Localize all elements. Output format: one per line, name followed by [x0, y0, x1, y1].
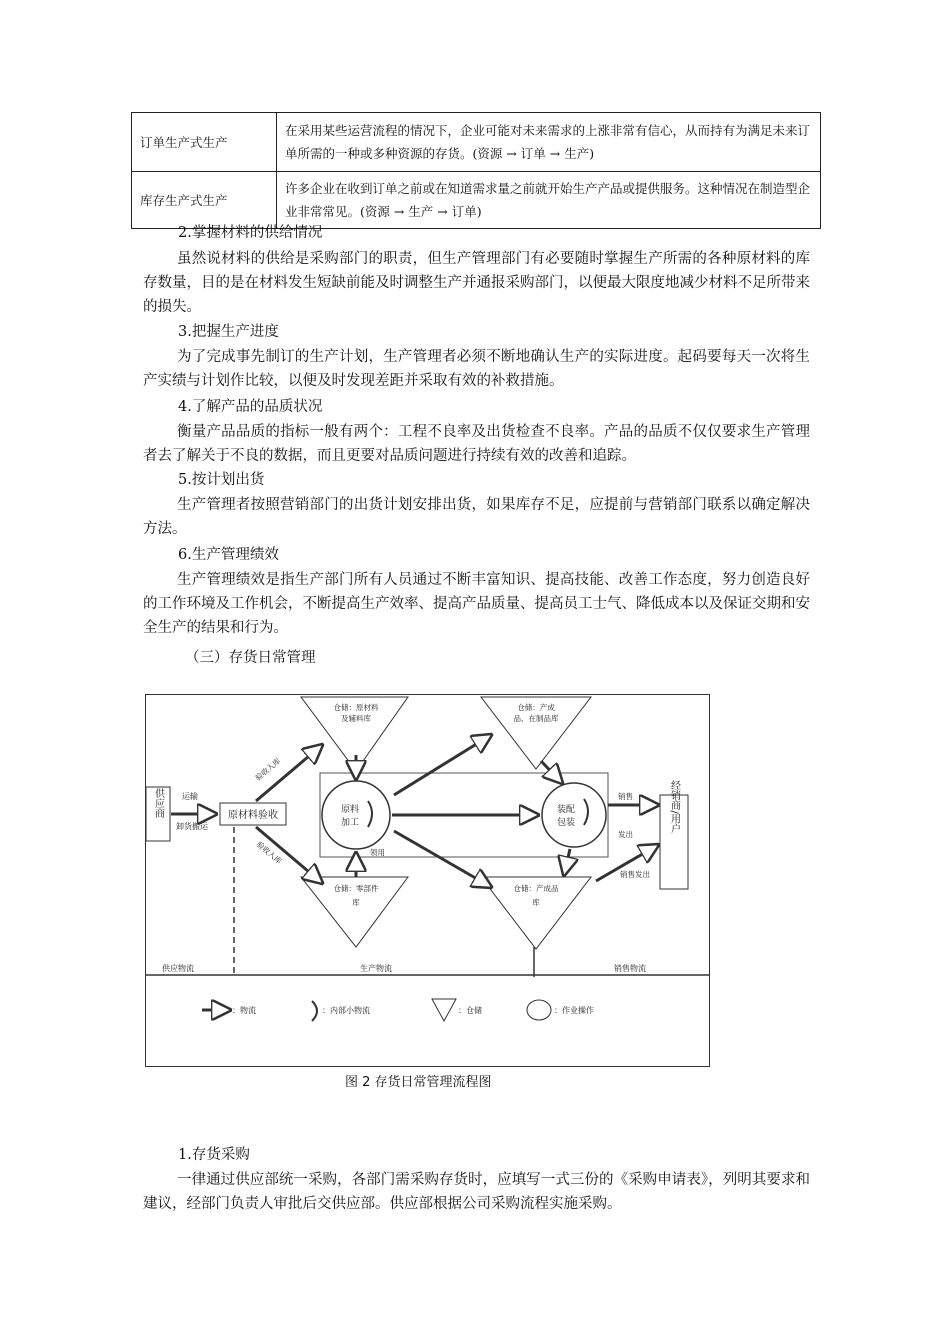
- sales-label: 销售: [618, 792, 633, 801]
- arrow-assembly-to-finished: [564, 849, 570, 875]
- process-label-1: 原料: [340, 805, 360, 815]
- section-heading: 1.存货采购: [178, 1147, 250, 1163]
- transport-label: 运输: [182, 792, 198, 801]
- warehouse-raw-label-1: 仓储：原材料: [333, 703, 379, 712]
- receiving-label: 原材料验收: [228, 810, 278, 821]
- warehouse-parts-label-1: 仓储：零部件: [333, 884, 379, 893]
- table-cell-type: 订单生产式生产: [132, 113, 277, 172]
- ship-label: 发出: [618, 830, 633, 839]
- warehouse-raw-label-2: 及辅料库: [341, 714, 371, 723]
- figure-caption: 图 2 存货日常管理流程图: [345, 1075, 492, 1090]
- assembly-label-1: 装配: [556, 805, 576, 815]
- legend-operation-icon: [527, 1000, 551, 1020]
- arrow-process-to-semi: [394, 735, 491, 795]
- section-heading: 5.按计划出货: [178, 472, 265, 488]
- issue-label: 领用: [370, 848, 385, 857]
- arrow-semi-to-assembly: [541, 761, 562, 783]
- distributor-label: 经销商/用户: [668, 780, 680, 834]
- table-row: [132, 172, 821, 229]
- table-cell-desc: 许多企业在收到订单之前或在知道需求量之前就开始生产产品或提供服务。这种情况在制造型企业非常常见。(资源 → 生产 → 订单): [277, 172, 821, 229]
- section-heading: 4.了解产品的品质状况: [178, 399, 323, 415]
- phase-supply: 供应物流: [162, 964, 194, 973]
- legend-internal-label: ：内部小物流: [322, 1006, 370, 1015]
- section-heading: 6.生产管理绩效: [178, 547, 279, 563]
- section-body: 为了完成事先制订的生产计划，生产管理者必须不断地确认生产的实际进度。起码要每天一次将生产实绩与计划作比较，以便及时发现差距并采取有效的补救措施。: [143, 349, 810, 389]
- unload-label: 卸货搬运: [176, 822, 208, 831]
- section-body: 生产管理绩效是指生产部门所有人员通过不断丰富知识、提高技能、改善工作态度，努力创造良好的工作环境及工作机会，不断提高生产效率、提高产品质量、提高员工士气、降低成本以及保证交期和安全生产的结果和行为。: [143, 572, 810, 636]
- assembly-circle: [542, 783, 606, 847]
- process-circle: [322, 781, 390, 849]
- warehouse-semi-label-1: 仓储：产成: [517, 703, 555, 712]
- warehouse-semi-label-2: 品、在制品库: [513, 714, 559, 723]
- section-body: 衡量产品品质的指标一般有两个：工程不良率及出货检查不良率。产品的品质不仅仅要求生产管理者去了解关于不良的数据，而且更要对品质问题进行持续有效的改善和追踪。: [143, 424, 810, 464]
- flow-diagram-svg: [146, 695, 709, 1066]
- production-type-table: [131, 112, 821, 229]
- section-heading: 3.把握生产进度: [178, 324, 279, 340]
- sales-ship-label: 销售发出: [620, 870, 650, 879]
- legend-storage-icon: [432, 999, 456, 1021]
- table-cell-desc: 在采用某些运营流程的情况下，企业可能对未来需求的上涨非常有信心，从而持有为满足未来订单所需的一种或多种资源的存货。(资源 → 订单 → 生产): [277, 113, 821, 172]
- section-body: 一律通过供应部统一采购，各部门需采购存货时，应填写一式三份的《采购申请表》，列明其要求和建议，经部门负责人审批后交供应部。供应部根据公司采购流程实施采购。: [143, 1172, 810, 1212]
- section-body: 虽然说材料的供给是采购部门的职责，但生产管理部门有必要随时掌握生产所需的各种原材料的库存数量，目的是在材料发生短缺前能及时调整生产并通报采购部门，以便最大限度地减少材料不足所带来的损失。: [143, 251, 810, 315]
- warehouse-finished-label-2: 库: [532, 898, 540, 907]
- process-label-2: 加工: [340, 818, 360, 828]
- legend-flow-label: ：物流: [232, 1006, 256, 1015]
- phase-production: 生产物流: [360, 964, 392, 973]
- warehouse-finished-label-1: 仓储：产成品: [513, 884, 559, 893]
- legend-internal-icon: [312, 1001, 317, 1021]
- section-body: 生产管理者按照营销部门的出货计划安排出货，如果库存不足，应提前与营销部门联系以确定解决方法。: [143, 497, 810, 537]
- phase-sales: 销售物流: [614, 964, 646, 973]
- legend-storage-label: ：仓储: [458, 1006, 482, 1015]
- inventory-flow-diagram: [145, 694, 710, 1067]
- supplier-label: 供应商: [152, 788, 164, 818]
- inbound-top-label: 验收入库: [253, 756, 283, 783]
- arrow-process-to-finished: [394, 831, 491, 887]
- subsection-title: （三）存货日常管理: [185, 650, 316, 666]
- assembly-label-2: 包装: [556, 818, 576, 828]
- inbound-bottom-label: 验收入库: [254, 839, 284, 866]
- warehouse-parts-label-2: 库: [352, 898, 360, 907]
- section-heading: 2.掌握材料的供给情况: [178, 225, 323, 241]
- table-cell-type: 库存生产式生产: [132, 172, 277, 229]
- legend-operation-label: ：作业操作: [554, 1006, 594, 1015]
- table-row: [132, 113, 821, 172]
